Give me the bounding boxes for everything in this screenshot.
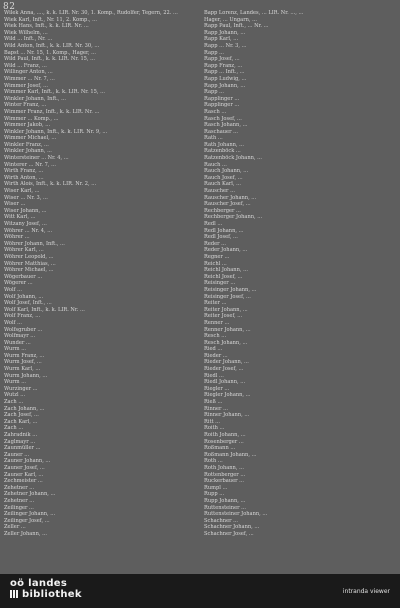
directory-entry: Witzany Josef, ...	[4, 221, 47, 227]
directory-entry: Zach Karl, ...	[4, 418, 38, 425]
directory-entry: Rapp ...	[204, 49, 224, 56]
directory-entry: Wimmer Josef, ...	[4, 82, 49, 89]
directory-entry: Wurm ...	[4, 346, 27, 353]
directory-entry: Regner ...	[204, 253, 230, 260]
directory-entry: Rasch Johann, ...	[204, 122, 248, 129]
directory-entry: Zauner ...	[4, 451, 30, 458]
directory-entry: Zeller ...	[4, 524, 26, 531]
directory-entry: Rosenberger ...	[204, 438, 244, 445]
directory-entry: Wild ... Franz, ...	[4, 62, 47, 69]
directory-entry: Winkler Johann, Inft., ...	[4, 95, 67, 102]
directory-entry: Rupp ...	[204, 491, 225, 498]
directory-entry: Wiek Hans, Inft., k. k. LIR. Nr. ...	[4, 23, 89, 30]
directory-entry: Wolf Johann, ...	[4, 293, 44, 300]
directory-entry: Wild Paul, Inft., k. k. LIR. Nr. 15, ...	[4, 56, 96, 63]
directory-entry: Rauscher Johann, ...	[204, 194, 257, 201]
directory-entry: Zehetner ...	[4, 484, 35, 491]
directory-entry: Wirth Anton, ...	[4, 174, 44, 181]
directory-entry: Winkler Franz, ...	[4, 141, 49, 148]
directory-entry: Rauch ...	[204, 161, 227, 168]
directory-entry: Ruckerbauer ...	[204, 478, 245, 485]
directory-entry: Rauch Johann, ...	[204, 168, 249, 175]
footer-bar	[0, 574, 400, 608]
directory-entry: Riedl Johann, ...	[204, 379, 246, 386]
directory-entry: Rauch Karl, ...	[204, 181, 242, 188]
directory-entry: Winkler Johann, ...	[4, 148, 52, 155]
directory-entry: Zeller Johann, ...	[4, 530, 47, 537]
directory-entry: Ratzenböck Johann, ...	[204, 155, 262, 162]
directory-entry: Rechberger ...	[204, 207, 241, 214]
directory-entry: Bapp Lorenz, Landes, ... LIR. Nr. ..., ...	[204, 10, 304, 16]
directory-entry: Reder Johann, ...	[204, 247, 248, 254]
directory-entry: Redl Johann, ...	[204, 227, 244, 234]
directory-entry: Zeilinger Josef, ...	[4, 517, 50, 524]
directory-entry: Resch Johann, ...	[204, 339, 248, 346]
directory-entry: Roth Johann, ...	[204, 464, 244, 471]
directory-entry: Riegler Johann, ...	[204, 392, 251, 399]
directory-entry: Resch ...	[204, 333, 227, 340]
directory-entry: Wiek Karl, Inft., Nr. 11, 2. Komp., ...	[4, 16, 98, 23]
directory-entry: Ratzenböck ...	[204, 148, 241, 155]
directory-entry: Wolf Franz, ...	[4, 313, 41, 320]
logo-text-line2-label: bibliothek	[22, 589, 82, 600]
directory-entry: Wöhrer ...	[4, 234, 30, 241]
directory-entry: Rumpl ...	[204, 484, 228, 491]
directory-entry: Winkler Johann, Inft., k. k. LIR. Nr. 9, ...	[4, 128, 108, 135]
viewer-credit[interactable]: intranda viewer	[342, 588, 390, 595]
directory-entry: Wiser ... Nr. 3, ...	[4, 194, 48, 201]
directory-entry: Zaunmüller ...	[4, 445, 41, 452]
directory-entry: Rupp Johann, ...	[204, 497, 246, 504]
directory-entry: Ruttensteiner Johann, ...	[204, 511, 268, 518]
directory-entry: Wurm Johann, ...	[4, 372, 48, 379]
directory-entry: Wögerbauer ...	[4, 273, 43, 280]
directory-entry: Wimmer Karl, Inft., k. k. LIR. Nr. 15, ...	[4, 89, 105, 96]
directory-entry: Wurm Josef, ...	[4, 359, 42, 366]
directory-entry: Reiter Johann, ...	[204, 306, 248, 313]
directory-entry: Zaglmayr ...	[4, 438, 36, 445]
directory-entry: Reichl Josef, ...	[204, 273, 243, 280]
directory-entry: Bapst ... Nr. 15, 1. Komp., Hager, ...	[4, 49, 96, 56]
directory-entry: Reiter Josef, ...	[204, 313, 243, 320]
directory-entry: Wolf ...	[4, 286, 22, 293]
directory-entry: Wolfmayr ...	[4, 333, 36, 340]
directory-entry: Winter Franz, ...	[4, 102, 47, 109]
directory-entry: Wild ... Inft., Nr. ...	[4, 36, 53, 43]
directory-entry: Reiter ...	[204, 300, 227, 307]
directory-entry: Wöhrer Karl, ...	[4, 247, 44, 254]
directory-entry: Rapp Johann, ...	[204, 82, 246, 89]
directory-entry: Roth ...	[204, 458, 223, 465]
directory-entry: Zach ...	[4, 399, 24, 406]
directory-entry: Raschauer ...	[204, 128, 238, 135]
directory-entry: Reisinger ...	[204, 280, 236, 287]
directory-entry: Rapp ...	[204, 89, 224, 96]
directory-entry: Rottenberger ...	[204, 471, 246, 478]
directory-entry: Willinger Anton, ...	[4, 69, 53, 76]
directory-entry: Schachner Josef, ...	[204, 530, 254, 537]
directory-entry: Rauscher Josef, ...	[204, 201, 251, 208]
directory-entry: Wiser Karl, ...	[4, 188, 40, 195]
directory-entry: Redl ...	[204, 221, 223, 227]
directory-entry: Rapp Johann, ...	[204, 29, 246, 36]
directory-entry: Zehetner ...	[4, 497, 35, 504]
directory-entry: Reder ...	[204, 240, 227, 247]
directory-entry: Rinner Johann, ...	[204, 412, 250, 419]
directory-entry: Rinner ...	[204, 405, 228, 412]
directory-entry: Wolf ...	[4, 319, 22, 326]
directory-entry: Rapp Karl, ...	[204, 36, 239, 43]
directory-entry: Roith ...	[204, 425, 225, 432]
directory-entry: Hager, ... Ungarn, ...	[204, 16, 258, 23]
directory-entry: Wutzl ...	[4, 392, 26, 399]
directory-entry: Wirth Franz, ...	[4, 168, 44, 175]
directory-entry: Rapp Paul, Inft., ... Nr. ...	[204, 23, 269, 30]
directory-entry: Schachner Johann, ...	[204, 524, 260, 531]
directory-entry: Wimmer ... Komp., ...	[4, 115, 59, 122]
directory-entry: Reisinger Josef, ...	[204, 293, 251, 300]
directory-entry: Wimmer ... Nr. 7, ...	[4, 75, 55, 82]
bars-icon	[10, 590, 19, 601]
directory-entry: Rieder Johann, ...	[204, 359, 249, 366]
directory-entry: Rieder ...	[204, 352, 228, 359]
directory-entry: Zechmeister ...	[4, 478, 43, 485]
directory-entry: Wiser ...	[4, 201, 26, 208]
directory-entry: Rieder Josef, ...	[204, 366, 244, 373]
directory-entry: Wunder ...	[4, 339, 31, 346]
directory-entry: Zeilinger ...	[4, 504, 34, 511]
directory-entry: Winterer ... Nr. 7, ...	[4, 161, 57, 168]
directory-entry: Wöhrer Michael, ...	[4, 267, 54, 274]
directory-entry: Rapp ... Nr. 3, ...	[204, 42, 247, 49]
directory-entry: Zach Josef, ...	[4, 412, 39, 419]
directory-entry: Rapp ... Inft., ...	[204, 69, 245, 76]
directory-entry: Zauner Karl, ...	[4, 471, 44, 478]
left-column	[4, 10, 196, 538]
page-number: 82	[3, 2, 16, 12]
directory-entry: Rath ...	[204, 135, 223, 142]
directory-entry: Wurm ...	[4, 379, 27, 386]
directory-entry: Wiek Wilhelm, ...	[4, 29, 48, 36]
directory-entry: Wurzinger ...	[4, 385, 38, 392]
directory-entry: Renner Johann, ...	[204, 326, 251, 333]
directory-entry: Rasch Josef, ...	[204, 115, 242, 122]
directory-entry: Rapp Franz, ...	[204, 62, 243, 69]
directory-entry: Wöhrer Johann, Inft., ...	[4, 240, 65, 247]
directory-entry: Wild Anton, Inft., k. k. LIR. Nr. 30, ...	[4, 42, 100, 49]
directory-entry: Rauscher ...	[204, 188, 235, 195]
directory-entry: Zeilinger Johann, ...	[4, 511, 56, 518]
directory-entry: Wögerer ...	[4, 280, 33, 287]
directory-entry: Wimmer Franz, Inft., k. k. LIR. Nr. ...	[4, 108, 100, 115]
directory-entry: Rauch Josef, ...	[204, 174, 243, 181]
directory-entry: Ried ...	[204, 346, 223, 353]
directory-entry: Zehetner Johann, ...	[4, 491, 56, 498]
logo-text-line2	[10, 589, 82, 601]
directory-entry: Riedl ...	[204, 372, 224, 379]
directory-entry: Zauner Josef, ...	[4, 464, 45, 471]
right-column	[204, 10, 396, 538]
directory-entry: Rath Johann, ...	[204, 141, 245, 148]
directory-entry: Redl Josef, ...	[204, 234, 238, 241]
directory-entry: Reichl ...	[204, 260, 227, 267]
directory-entry: Rapplinger ...	[204, 102, 240, 109]
directory-entry: Wirth Alois, Inft., k. k. LIR. Nr. 2, ...	[4, 181, 97, 188]
directory-entry: Wolfsgruber ...	[4, 326, 43, 333]
directory-entry: Wintersteiner ... Nr. 4, ...	[4, 155, 69, 162]
directory-entry: Roßmann ...	[204, 445, 236, 452]
directory-entry: Wimmer Jakob, ...	[4, 122, 51, 129]
directory-entry: Wiser Johann, ...	[4, 207, 47, 214]
directory-entry: Ritt ...	[204, 418, 221, 425]
directory-entry: Wurm Karl, ...	[4, 366, 41, 373]
directory-entry: Wilek Anna, ...., k. k. LIR. Nr. 30, 1. Komp., Rudolfer, Tegern, 22. ...	[4, 10, 178, 16]
directory-entry: Rapp Ludwig, ...	[204, 75, 247, 82]
directory-entry: Wurm Franz, ...	[4, 352, 45, 359]
logo-text-line1: oö landes	[10, 578, 68, 589]
directory-entry: Schachner ...	[204, 517, 238, 524]
directory-entry: Wolf Josef, Inft., ...	[4, 300, 52, 307]
directory-entry: Zach Johann, ...	[4, 405, 45, 412]
directory-entry: Ruttensteiner ...	[204, 504, 247, 511]
directory-entry: Zahradnik ...	[4, 432, 38, 438]
directory-entry: Rieß ...	[204, 399, 223, 406]
directory-entry: Rasch ...	[204, 108, 227, 115]
directory-entry: Witt Karl, ...	[4, 214, 36, 221]
directory-entry: Wöhrer Leopold, ...	[4, 253, 54, 260]
directory-entry: Zauner Johann, ...	[4, 458, 51, 465]
directory-entry: Riegler ...	[204, 385, 230, 392]
directory-entry: Roßmann Johann, ...	[204, 451, 257, 458]
directory-entry: Reichl Johann, ...	[204, 267, 248, 274]
directory-entry: Renner ...	[204, 319, 230, 326]
directory-entry: Wimmer Michael, ...	[4, 135, 57, 142]
library-logo[interactable]	[10, 578, 82, 601]
directory-entry: Roith Johann, ...	[204, 432, 246, 438]
directory-entry: Wöhrer Matthias, ...	[4, 260, 56, 267]
directory-entry: Zach ...	[4, 425, 24, 432]
directory-entry: Wöhrer ... Nr. 4, ...	[4, 227, 53, 234]
directory-entry: Rapplinger ...	[204, 95, 240, 102]
directory-entry: Reisinger Johann, ...	[204, 286, 257, 293]
directory-entry: Rapp Josef, ...	[204, 56, 240, 63]
directory-entry: Rechberger Johann, ...	[204, 214, 263, 221]
directory-entry: Wolf Karl, Inft., k. k. LIR. Nr. ...	[4, 306, 85, 313]
